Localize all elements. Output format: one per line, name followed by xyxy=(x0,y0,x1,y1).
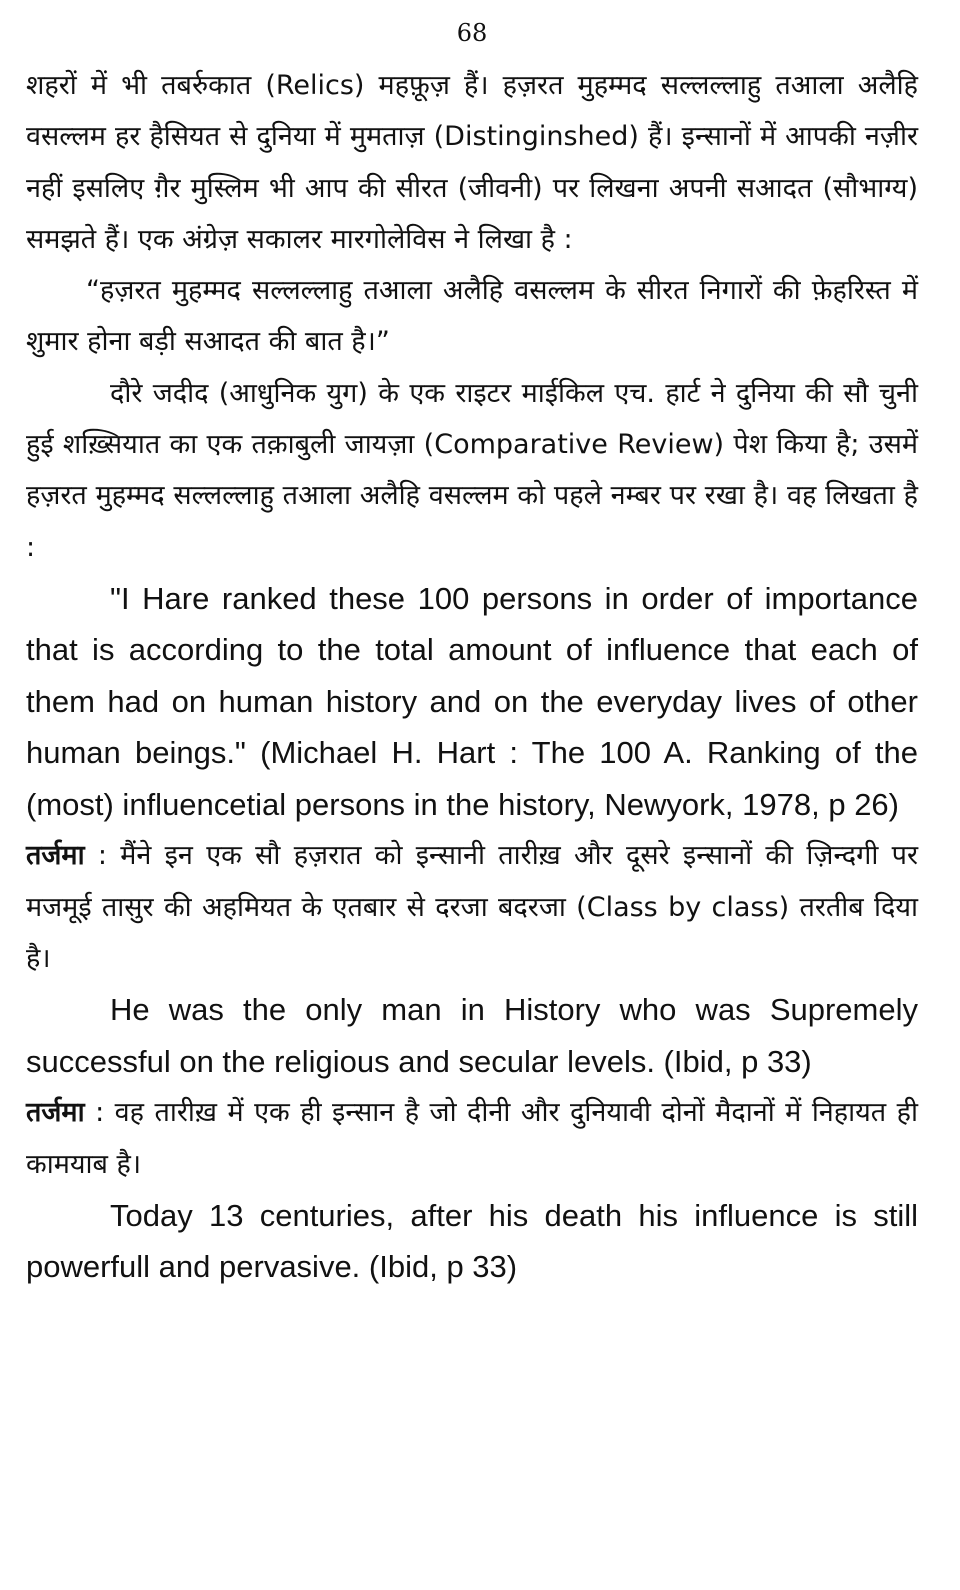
translation-label: तर्जमा xyxy=(26,1097,85,1129)
translation-successful-text: : वह तारीख़ में एक ही इन्सान है जो दीनी और दुनियावी दोनों मैदानों में निहायत ही कामयाब है। xyxy=(26,1097,918,1180)
quote-influence-pervasive: Today 13 centuries, after his death his influence is still powerfull and pervasive. (Ibid, p 33) xyxy=(26,1197,918,1285)
paragraph-michael-hart: दौरे जदीद (आधुनिक युग) के एक राइटर माईकिल एच. हार्ट ने दुनिया की सौ चुनी हुई शख़्सियात का एक तक़ाबुली जायज़ा (Comparative Review) पेश किया है; उसमें हज़रत मुहम्मद सल्लल्लाहु तआला अलैहि वसल्लम को पहले नम्बर पर रखा है। वह लिखता है : xyxy=(26,377,918,563)
page-number: 68 xyxy=(456,19,488,47)
translation-ranking-text: : मैंने इन एक सौ हज़रात को इन्सानी तारीख़ और दूसरे इन्सानों की ज़िन्दगी पर मजमूई तासुर की अहमियत के एतबार से दरजा बदरजा (Class by class) तरतीब दिया है। xyxy=(26,840,918,975)
quote-supremely-successful: He was the only man in History who was Supremely successful on the religious and secular levels. (Ibid, p 33) xyxy=(26,992,918,1079)
translation-ranking xyxy=(26,830,918,984)
translation-label: तर्जमा xyxy=(26,840,85,872)
book-page xyxy=(26,8,918,1293)
paragraph-relics: शहरों में भी तबर्रुकात (Relics) महफ़ूज़ हैं। हज़रत मुहम्मद सल्लल्लाहु तआला अलैहि वसल्लम हर हैसियत से दुनिया में मुमताज़ (Distinginshed) हैं। इन्सानों में आपकी नज़ीर नहीं इसलिए ग़ैर मुस्लिम भी आप की सीरत (जीवनी) पर लिखना अपनी सआदत (सौभाग्य) समझते हैं। एक अंग्रेज़ सकालर मारगोलेविस ने लिखा है : xyxy=(26,70,918,255)
translation-successful xyxy=(26,1087,918,1190)
quote-hart-ranking: "I Hare ranked these 100 persons in order of importance that is according to the total amount of influence that each of them had on human history and on the everyday lives of other human beings." (Michael H. Hart : The 100 A. Ranking of the (most) influencetial persons in the history, Newyork, 1978, p 26) xyxy=(26,580,918,822)
paragraph-margoliouth-quote: “हज़रत मुहम्मद सल्लल्लाहु तआला अलैहि वसल्लम के सीरत निगारों की फ़ेहरिस्त में शुमार होना बड़ी सआदत की बात है।” xyxy=(26,275,918,358)
